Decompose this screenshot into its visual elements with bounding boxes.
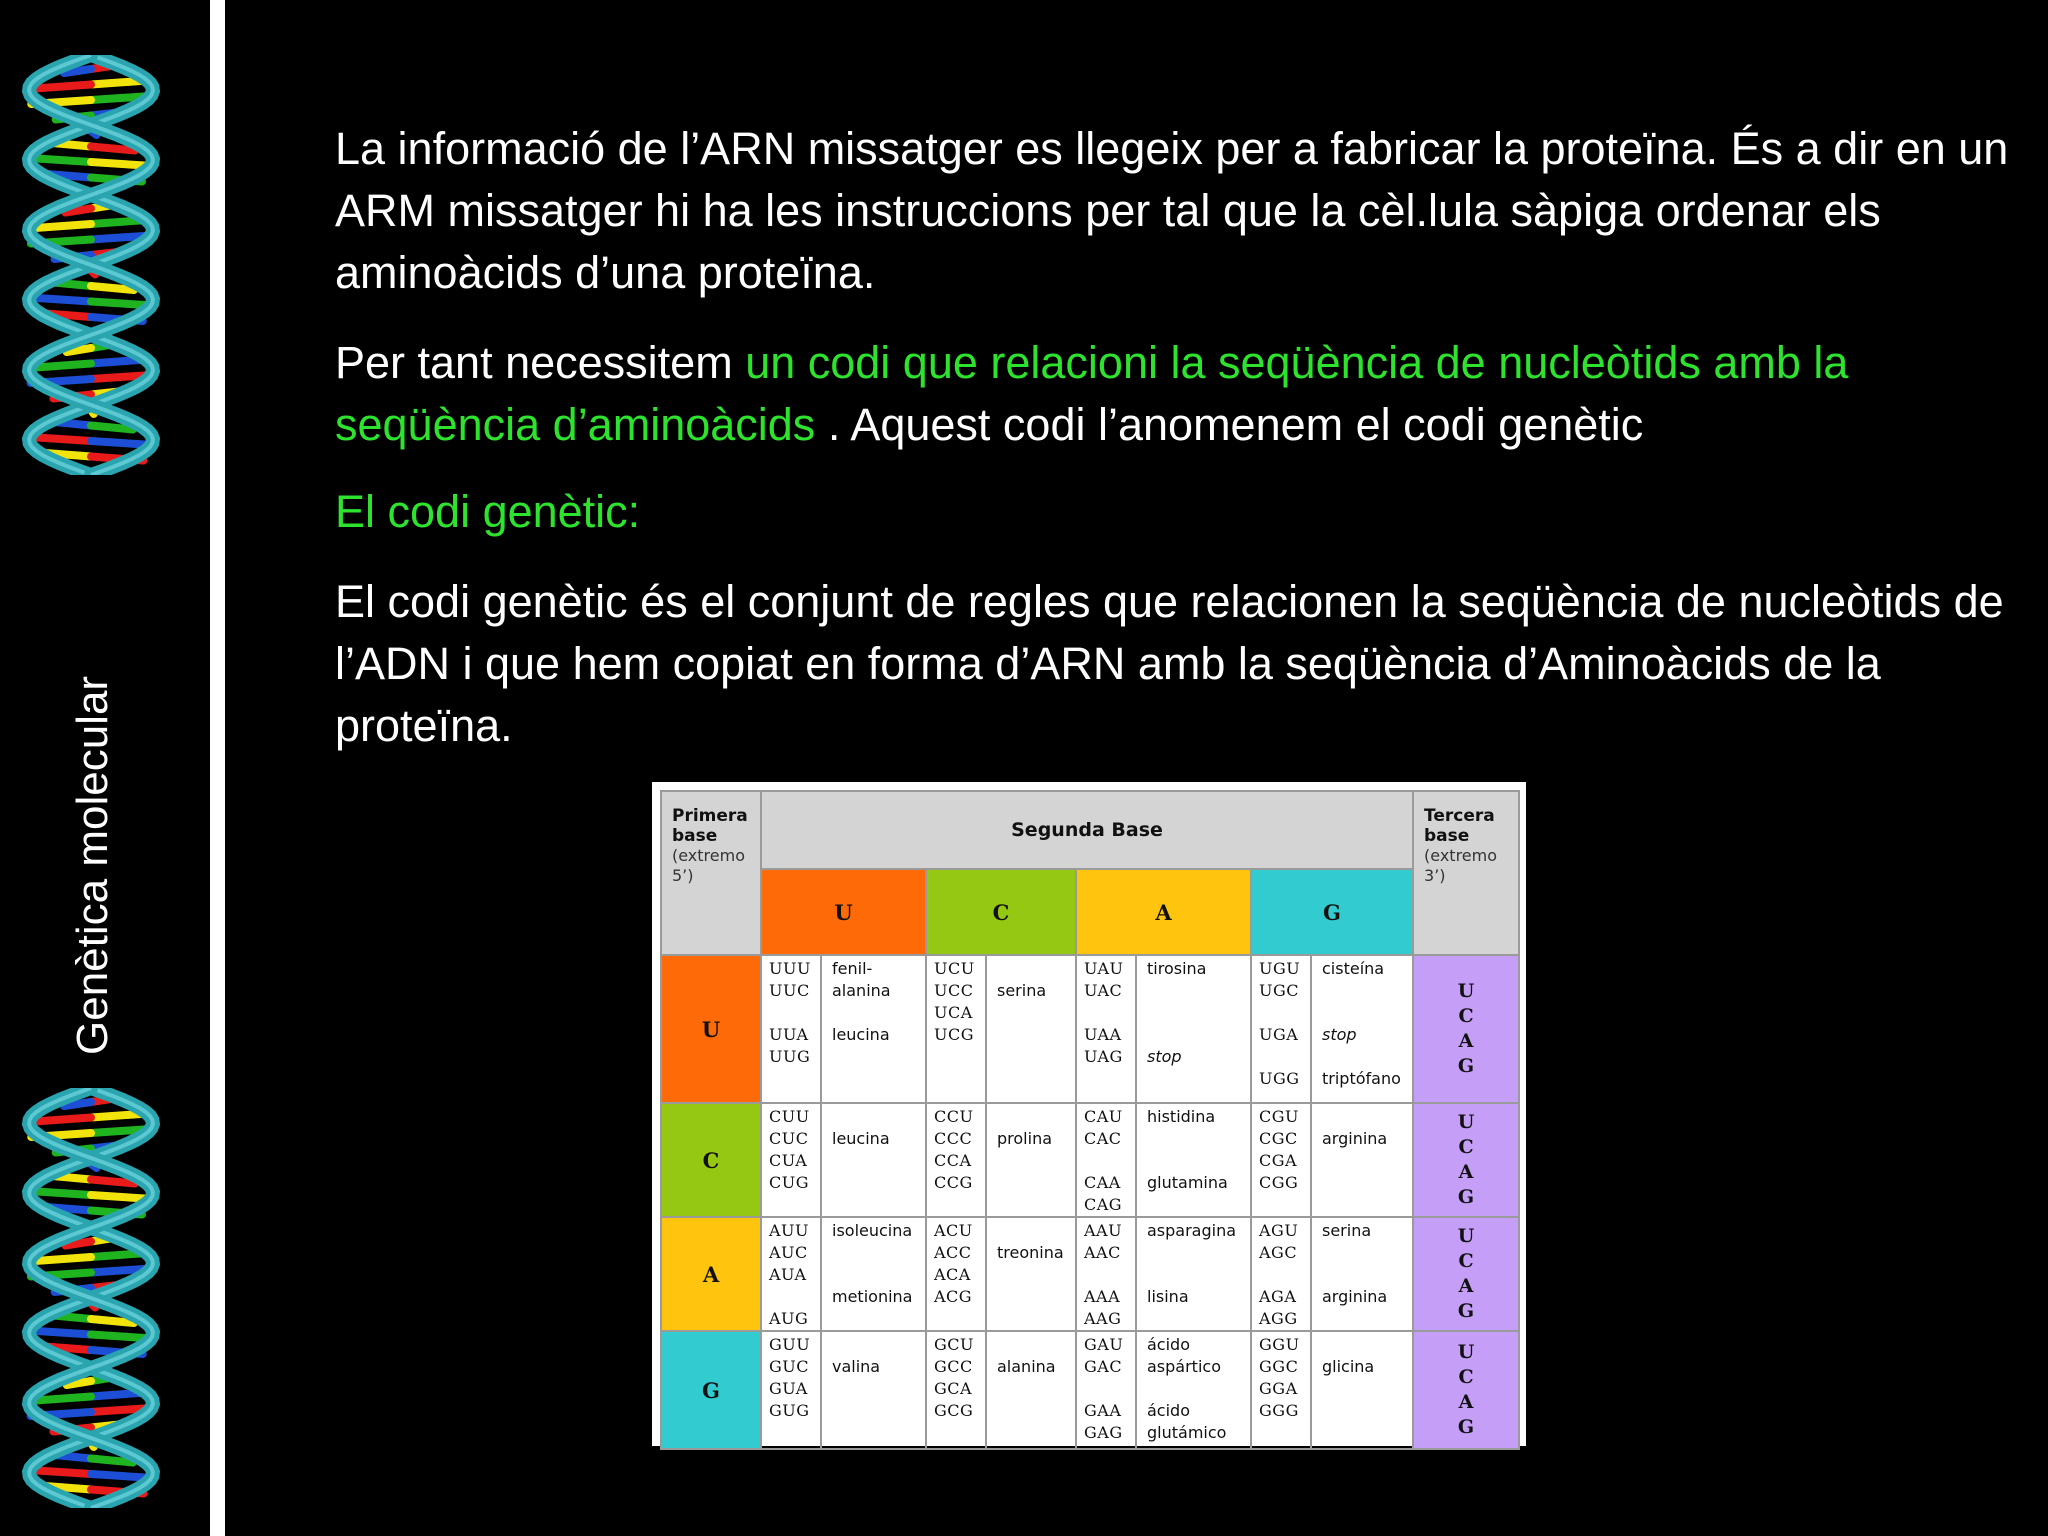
third-base-letters: U C A G (1457, 1341, 1475, 1438)
codon-cell: GUU GUC GUA GUG (761, 1331, 821, 1449)
section-heading: El codi genètic: (335, 486, 641, 537)
header-third-base (1413, 791, 1519, 955)
codon-cell: GGU GGC GGA GGG (1251, 1331, 1311, 1449)
first-base-a: A (661, 1217, 761, 1331)
header-third-base-label: Tercera base (1424, 806, 1495, 846)
header-third-base-sub: (extremo 3’) (1424, 846, 1498, 885)
stop-label: stop (1147, 1047, 1182, 1066)
dna-helix-icon (6, 1088, 176, 1508)
amino-acid-cell: asparagina lisina (1136, 1217, 1251, 1331)
paragraph-code-need (335, 332, 2025, 456)
amino-acid-cell: serina arginina (1311, 1217, 1413, 1331)
genetic-code-table-image (652, 782, 1526, 1446)
amino-acid-cell: treonina (986, 1217, 1076, 1331)
amino-acid-cell: serina (986, 955, 1076, 1103)
third-base-letters: U C A G (1457, 1111, 1475, 1208)
header-first-base-sub: (extremo 5’) (672, 846, 745, 885)
sidebar (0, 0, 210, 1536)
amino-acid-cell: histidina glutamina (1136, 1103, 1251, 1217)
codon-cell: GCU GCC GCA GCG (926, 1331, 986, 1449)
table-row (661, 1331, 1519, 1449)
codon-cell: CAU CAC CAA CAG (1076, 1103, 1136, 1217)
codon-cell: GAU GAC GAA GAG (1076, 1331, 1136, 1449)
third-base-cell (1413, 1217, 1519, 1331)
slide-content (335, 118, 2025, 782)
first-base-c: C (661, 1103, 761, 1217)
third-base-cell (1413, 955, 1519, 1103)
amino-acid-cell: tirosina stop (1136, 955, 1251, 1103)
vertical-title: Genètica molecular (68, 675, 117, 1055)
codon-cell: AAU AAC AAA AAG (1076, 1217, 1136, 1331)
second-base-a: A (1076, 869, 1251, 955)
third-base-cell (1413, 1331, 1519, 1449)
paragraph-code-need-start: Per tant necessitem (335, 337, 746, 388)
first-base-u: U (661, 955, 761, 1103)
amino-acid-cell: fenil- alanina leucina (821, 955, 926, 1103)
table-row (661, 1103, 1519, 1217)
second-base-g: G (1251, 869, 1413, 955)
sidebar-divider (210, 0, 225, 1536)
table-row (661, 955, 1519, 1103)
codon-cell: CCU CCC CCA CCG (926, 1103, 986, 1217)
first-base-g: G (661, 1331, 761, 1449)
amino-acid-cell: cisteína stop triptófano (1311, 955, 1413, 1103)
third-base-letters: U C A G (1457, 1225, 1475, 1322)
amino-acid-cell: ácido aspártico ácido glutámico (1136, 1331, 1251, 1449)
table-row (661, 1217, 1519, 1331)
amino-acid-cell: alanina (986, 1331, 1076, 1449)
codon-cell: UAU UAC UAA UAG (1076, 955, 1136, 1103)
amino-acid-cell: arginina (1311, 1103, 1413, 1217)
paragraph-intro: La informació de l’ARN missatger es llegeix per a fabricar la proteïna. És a dir en un ARM missatger hi ha les instruccions per tal que la cèl.lula sàpiga ordenar els aminoàcids d’una proteïna. (335, 123, 2009, 298)
amino-acid-cell: leucina (821, 1103, 926, 1217)
third-base-letters: U C A G (1457, 980, 1475, 1077)
codon-cell: CGU CGC CGA CGG (1251, 1103, 1311, 1217)
amino-acid-cell: prolina (986, 1103, 1076, 1217)
genetic-code-table (660, 790, 1520, 1450)
header-second-base: Segunda Base (761, 791, 1413, 869)
second-base-u: U (761, 869, 926, 955)
codon-cell: CUU CUC CUA CUG (761, 1103, 821, 1217)
codon-cell: AUU AUC AUA AUG (761, 1217, 821, 1331)
second-base-c: C (926, 869, 1076, 955)
codon-cell: ACU ACC ACA ACG (926, 1217, 986, 1331)
header-first-base (661, 791, 761, 955)
amino-acid-cell: isoleucina metionina (821, 1217, 926, 1331)
third-base-cell (1413, 1103, 1519, 1217)
stop-label: stop (1322, 1025, 1357, 1044)
paragraph-definition: El codi genètic és el conjunt de regles que relacionen la seqüència de nucleòtids de l’ADN i que hem copiat en forma d’ARN amb la seqüència d’Aminoàcids de la proteïna. (335, 576, 2004, 751)
dna-helix-icon (6, 55, 176, 475)
highlight-text: un codi que relacioni la seqüència de nucleòtids amb la seqüència d’aminoàcids (335, 337, 1849, 450)
codon-cell: AGU AGC AGA AGG (1251, 1217, 1311, 1331)
codon-cell: UUU UUC UUA UUG (761, 955, 821, 1103)
codon-cell: UCU UCC UCA UCG (926, 955, 986, 1103)
paragraph-code-need-end: . Aquest codi l’anomenem el codi genètic (815, 399, 1644, 450)
amino-acid-cell: valina (821, 1331, 926, 1449)
amino-acid-cell: glicina (1311, 1331, 1413, 1449)
header-first-base-label: Primera base (672, 806, 748, 846)
codon-cell: UGU UGC UGA UGG (1251, 955, 1311, 1103)
